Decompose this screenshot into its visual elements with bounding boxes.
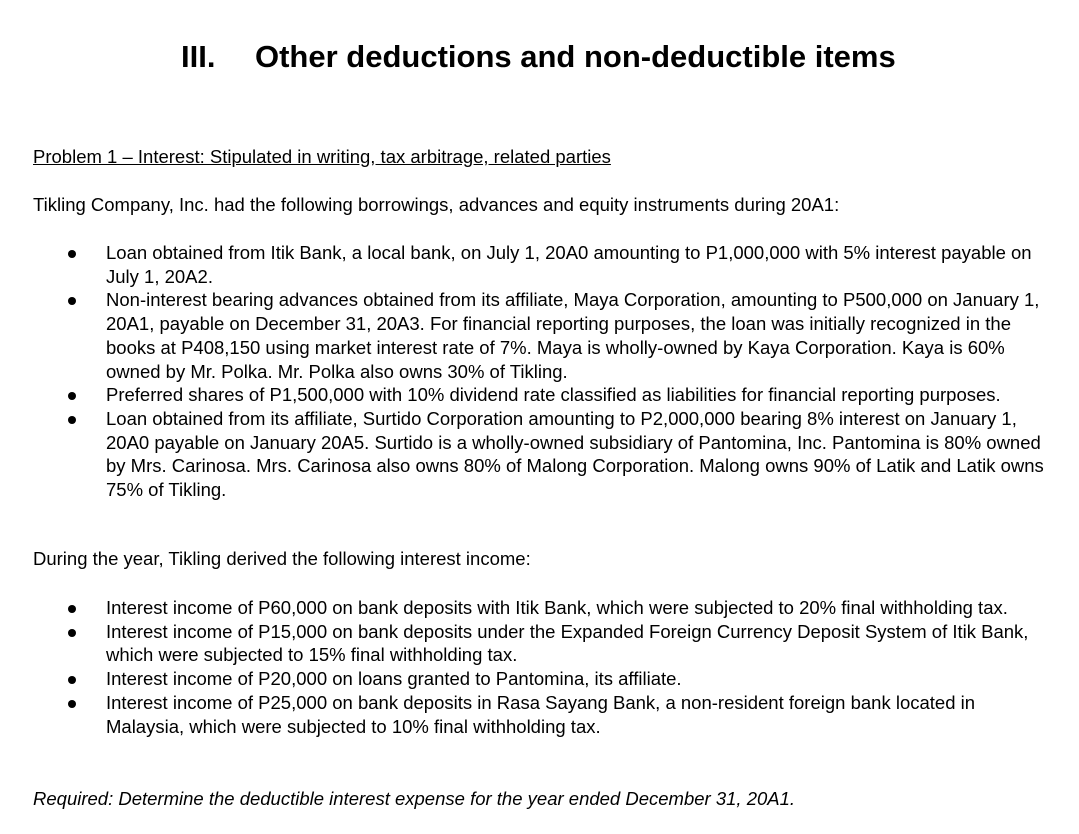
income-intro: During the year, Tikling derived the following interest income:: [33, 548, 531, 569]
interest-income-list: [0, 596, 1046, 738]
bullet-icon: [68, 676, 76, 684]
section-number: III.: [181, 39, 216, 74]
list-item: [0, 691, 1046, 738]
section-title: Other deductions and non-deductible items: [255, 39, 896, 74]
list-item: [0, 407, 1046, 502]
bullet-icon: [68, 700, 76, 708]
list-item-text: Loan obtained from its affiliate, Surtido Corporation amounting to P2,000,000 bearing 8% interest on January 1, 20A0 payable on January 20A5. Surtido is a wholly-owned subsidiary of Pantomina, Inc. Pantomina is 80% owned by Mrs. Carinosa. Mrs. Carinosa also owns 80% of Malong Corporation. Malong owns 90% of Latik and Latik owns 75% of Tikling.: [106, 407, 1044, 501]
borrowings-list: [0, 241, 1046, 502]
list-item-text: Interest income of P60,000 on bank deposits with Itik Bank, which were subjected to 20% final withholding tax.: [106, 597, 1008, 618]
bullet-icon: [68, 605, 76, 613]
bullet-icon: [68, 250, 76, 258]
bullet-icon: [68, 629, 76, 637]
list-item: [0, 620, 1046, 667]
list-item-text: Interest income of P25,000 on bank deposits in Rasa Sayang Bank, a non-resident foreign bank located in Malaysia, which were subjected to 10% final withholding tax.: [106, 691, 976, 737]
list-item: [0, 383, 1046, 407]
list-item-text: Preferred shares of P1,500,000 with 10% dividend rate classified as liabilities for financial reporting purposes.: [106, 384, 1001, 406]
problem-intro: Tikling Company, Inc. had the following borrowings, advances and equity instruments during 20A1:: [33, 194, 840, 215]
required-statement: Required: Determine the deductible interest expense for the year ended December 31, 20A1.: [33, 788, 796, 809]
bullet-icon: [68, 392, 76, 400]
bullet-icon: [68, 416, 76, 424]
bullet-icon: [68, 297, 76, 305]
list-item: [0, 288, 1046, 383]
list-item: [0, 596, 1046, 620]
problem-heading: Problem 1 – Interest: Stipulated in writing, tax arbitrage, related parties: [33, 146, 611, 167]
page-title: [181, 38, 896, 76]
list-item-text: Loan obtained from Itik Bank, a local bank, on July 1, 20A0 amounting to P1,000,000 with 5% interest payable on July 1, 20A2.: [106, 242, 1032, 287]
list-item-text: Interest income of P15,000 on bank deposits under the Expanded Foreign Currency Deposit System of Itik Bank, which were subjected to 15% final withholding tax.: [106, 620, 1029, 666]
list-item-text: Interest income of P20,000 on loans granted to Pantomina, its affiliate.: [106, 668, 682, 690]
list-item-text: Non-interest bearing advances obtained from its affiliate, Maya Corporation, amounting to P500,000 on January 1, 20A1, payable on December 31, 20A3. For financial reporting purposes, the loan was initially recognized in the books at P408,150 using market interest rate of 7%. Maya is wholly-owned by Kaya Corporation. Kaya is 60% owned by Mr. Polka. Mr. Polka also owns 30% of Tikling.: [106, 289, 1040, 382]
list-item: [0, 241, 1046, 288]
list-item: [0, 667, 1046, 691]
